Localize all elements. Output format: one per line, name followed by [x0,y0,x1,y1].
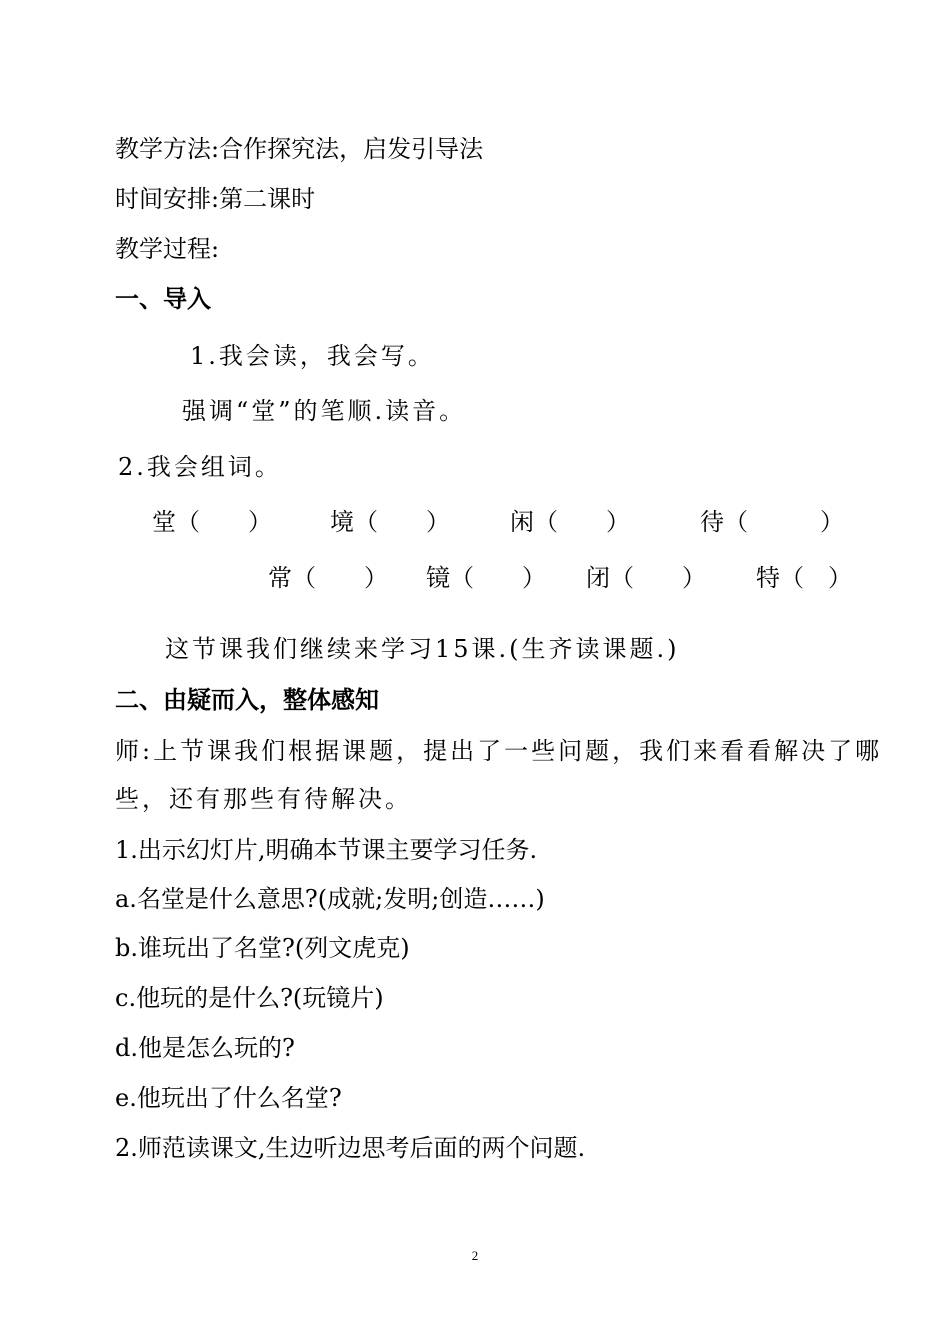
section-1-heading: 一、导入 [115,285,211,313]
teacher-line-1: 师:上节课我们根据课题，提出了一些问题，我们来看看解决了哪 [115,737,883,765]
item-1-line: 1.我会读，我会写。 [190,342,435,370]
teacher-line-2: 些，还有那些有待解决。 [115,785,412,813]
process-line: 教学过程: [115,235,220,263]
task-1-line: 1.出示幻灯片,明确本节课主要学习任务. [115,836,538,864]
page-number: 2 [471,1248,479,1263]
question-a: a.名堂是什么意思?(成就;发明;创造……) [115,885,545,913]
question-d: d.他是怎么玩的? [115,1034,295,1062]
continue-line: 这节课我们继续来学习15课.(生齐读课题.) [165,635,680,663]
word-blank: 镜（ ） [426,564,546,592]
question-c: c.他玩的是什么?(玩镜片) [115,984,384,1012]
word-blank: 境（ ） [330,508,450,536]
word-blank: 闭（ ） [586,564,706,592]
word-blank: 特（ ） [756,564,852,592]
schedule-line: 时间安排:第二课时 [115,185,316,213]
word-blank: 待（ ） [700,508,844,536]
question-b: b.谁玩出了名堂?(列文虎克) [115,934,410,962]
item-2-line: 2.我会组词。 [118,453,282,481]
teaching-method-line: 教学方法:合作探究法，启发引导法 [115,135,484,163]
question-e: e.他玩出了什么名堂? [115,1084,342,1112]
section-2-heading: 二、由疑而入，整体感知 [115,686,379,714]
task-2-line: 2.师范读课文,生边听边思考后面的两个问题. [115,1134,586,1162]
word-blank: 堂（ ） [152,508,272,536]
word-blank: 闲（ ） [510,508,630,536]
word-blank: 常（ ） [268,564,388,592]
stress-line: 强调“堂”的笔顺.读音。 [182,397,467,425]
